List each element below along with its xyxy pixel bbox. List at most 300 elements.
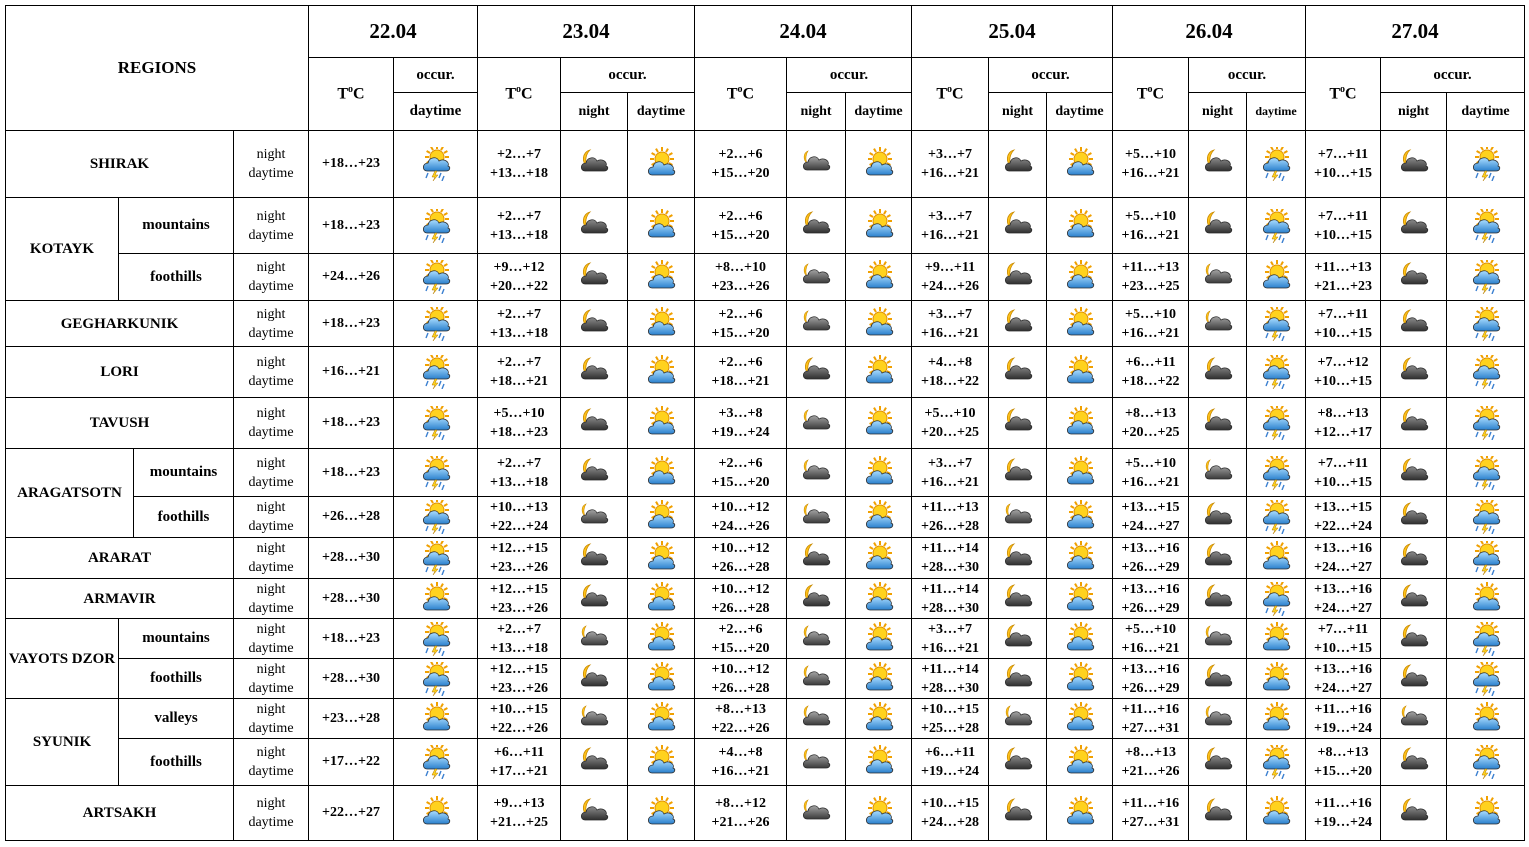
sun-weather-icon [846, 347, 912, 398]
cloud-icon [787, 662, 845, 696]
cloud-icon [1189, 702, 1246, 736]
storm-weather-icon [1447, 398, 1525, 449]
sun-icon [628, 355, 694, 389]
temp-header: $T^oC$ [1113, 58, 1189, 131]
daytime-label: daytime [248, 600, 294, 616]
moon-weather-icon [1381, 497, 1447, 538]
subregion-name [119, 198, 234, 254]
storm-weather-icon [1447, 619, 1525, 659]
table-row [6, 198, 1525, 254]
storm-weather-icon [1247, 198, 1306, 254]
temp-range [912, 786, 989, 841]
temp-daytime [309, 198, 394, 254]
night-temp: +7…+11 [1317, 306, 1369, 322]
cloud-weather-icon [989, 497, 1047, 538]
daytime-label: daytime [248, 720, 294, 736]
temp-range [912, 538, 989, 579]
night-temp: +2…+7 [497, 455, 541, 471]
cloud-icon [1381, 702, 1446, 736]
night-temp: +10…+15 [921, 796, 979, 811]
daytime-temp: +27…+31 [1121, 720, 1180, 736]
period-labels [234, 579, 309, 619]
daytime-temp: +24…+26 [322, 269, 380, 284]
sun-icon [1047, 662, 1112, 696]
temp-range [1113, 254, 1189, 301]
temp-range [478, 739, 561, 786]
temp-range [695, 131, 787, 198]
sun-icon [846, 147, 911, 181]
storm-weather-icon [394, 449, 478, 497]
daytime-temp: +26…+28 [711, 680, 770, 696]
cloud-icon [561, 702, 627, 736]
sun-icon [628, 796, 694, 830]
night-temp: +11…+14 [921, 581, 979, 597]
storm-icon [1447, 622, 1524, 656]
night-header: night [989, 93, 1047, 131]
storm-icon [394, 406, 477, 440]
daytime-temp: +28…+30 [322, 590, 380, 606]
moon-icon [787, 355, 845, 389]
region-name [6, 619, 119, 699]
temp-header: $T^oC$ [1306, 58, 1381, 131]
night-temp: +8…+13 [1125, 745, 1176, 760]
storm-weather-icon [1247, 398, 1306, 449]
region-name [6, 579, 234, 619]
sun-weather-icon [1047, 497, 1113, 538]
temp-daytime [309, 699, 394, 739]
temp-range [912, 198, 989, 254]
temp-daytime [309, 131, 394, 198]
table-row [6, 538, 1525, 579]
storm-icon [394, 745, 477, 779]
temp-range [695, 497, 787, 538]
moon-icon [1189, 541, 1246, 575]
night-label: night [256, 260, 286, 275]
temp-range [695, 739, 787, 786]
moon-weather-icon [1381, 301, 1447, 347]
night-temp: +3…+8 [718, 406, 763, 421]
cloud-weather-icon [787, 497, 846, 538]
moon-weather-icon [561, 449, 628, 497]
daytime-label: daytime [248, 279, 294, 294]
sun-icon [1247, 260, 1305, 294]
night-temp: +13…+16 [1121, 661, 1180, 677]
daytime-label: daytime [248, 227, 294, 243]
night-temp: +6…+11 [493, 745, 545, 760]
daytime-temp: +16…+21 [711, 764, 770, 779]
temp-range [1306, 301, 1381, 347]
moon-icon [1381, 456, 1446, 490]
daytime-temp: +16…+21 [921, 474, 979, 490]
daytime-temp: +28…+30 [322, 670, 380, 686]
daytime-temp: +16…+21 [322, 364, 380, 379]
temp-range [1113, 538, 1189, 579]
cloud-weather-icon [1189, 619, 1247, 659]
table-row [6, 301, 1525, 347]
sun-icon [846, 456, 911, 490]
storm-weather-icon [1447, 254, 1525, 301]
sun-weather-icon [628, 254, 695, 301]
sun-icon [628, 456, 694, 490]
table-row [6, 739, 1525, 786]
daytime-temp: +13…+18 [490, 640, 548, 656]
storm-weather-icon [394, 497, 478, 538]
daytime-temp: +22…+24 [490, 519, 548, 534]
moon-icon [1189, 500, 1246, 534]
sun-weather-icon [1047, 449, 1113, 497]
daytime-temp: +26…+29 [1121, 600, 1180, 616]
period-labels [234, 254, 309, 301]
night-temp: +3…+7 [928, 147, 972, 162]
moon-icon [989, 662, 1046, 696]
moon-icon [561, 209, 627, 243]
storm-icon [1447, 745, 1524, 779]
temp-range [1306, 659, 1381, 699]
moon-icon [1381, 147, 1446, 181]
cloud-weather-icon [561, 619, 628, 659]
daytime-temp: +26…+29 [1121, 680, 1180, 696]
night-temp: +5…+10 [1125, 455, 1176, 471]
sun-weather-icon [846, 739, 912, 786]
daytime-temp: +23…+26 [490, 560, 548, 575]
storm-weather-icon [1447, 497, 1525, 538]
moon-weather-icon [1381, 131, 1447, 198]
sun-icon [1047, 355, 1112, 389]
subregion-name [119, 699, 234, 739]
sun-icon [846, 662, 911, 696]
temp-range [1113, 786, 1189, 841]
period-labels [234, 497, 309, 538]
storm-icon [394, 541, 477, 575]
storm-weather-icon [1247, 347, 1306, 398]
subregion-name [119, 619, 234, 659]
daytime-label: daytime [248, 640, 294, 656]
subregion-label: mountains [142, 630, 210, 646]
moon-icon [1189, 406, 1246, 440]
sun-icon [1047, 622, 1112, 656]
cloud-icon [1189, 307, 1246, 341]
night-temp: +5…+10 [1125, 147, 1176, 162]
temp-range [1113, 198, 1189, 254]
temp-range [478, 449, 561, 497]
daytime-temp: +24…+27 [1314, 680, 1372, 696]
sun-icon [846, 796, 911, 830]
storm-icon [1247, 745, 1305, 779]
moon-weather-icon [1381, 449, 1447, 497]
moon-icon [561, 147, 627, 181]
daytime-label: daytime [248, 325, 294, 341]
sun-weather-icon [1047, 739, 1113, 786]
temp-range [478, 699, 561, 739]
temp-range [1113, 398, 1189, 449]
temp-range [1113, 497, 1189, 538]
region-name [6, 449, 134, 538]
night-temp: +11…+16 [1121, 701, 1180, 717]
sun-weather-icon [628, 579, 695, 619]
daytime-temp: +15…+20 [711, 474, 770, 490]
cloud-icon [787, 702, 845, 736]
moon-icon [1189, 147, 1246, 181]
region-name [6, 538, 234, 579]
daytime-temp: +24…+27 [1121, 519, 1180, 534]
sun-icon [1247, 702, 1305, 736]
temp-daytime [309, 301, 394, 347]
table-row [6, 131, 1525, 198]
storm-weather-icon [394, 398, 478, 449]
moon-icon [561, 796, 627, 830]
temp-range [912, 619, 989, 659]
night-temp: +2…+6 [718, 621, 763, 637]
storm-icon [1247, 147, 1305, 181]
sun-weather-icon [846, 449, 912, 497]
sun-weather-icon [1047, 198, 1113, 254]
sun-weather-icon [846, 579, 912, 619]
forecast-table [5, 5, 1525, 841]
daytime-temp: +15…+20 [711, 227, 770, 243]
subregion-label: foothills [157, 508, 210, 525]
daytime-temp: +21…+26 [711, 815, 770, 830]
storm-icon [394, 355, 477, 389]
moon-weather-icon [561, 739, 628, 786]
storm-icon [1247, 307, 1305, 341]
temp-range [695, 301, 787, 347]
daytime-temp: +23…+26 [711, 279, 770, 294]
sun-icon [628, 307, 694, 341]
sun-weather-icon [1047, 786, 1113, 841]
moon-weather-icon [989, 347, 1047, 398]
temp-range [478, 347, 561, 398]
sun-weather-icon [628, 538, 695, 579]
night-temp: +2…+6 [718, 455, 763, 471]
temp-header: $T^oC$ [695, 58, 787, 131]
night-temp: +9…+11 [924, 260, 976, 275]
night-header: night [1381, 93, 1447, 131]
moon-weather-icon [561, 301, 628, 347]
daytime-temp: +16…+21 [1121, 166, 1180, 181]
cloud-weather-icon [787, 449, 846, 497]
temp-range [1306, 739, 1381, 786]
temp-range [1113, 659, 1189, 699]
night-temp: +11…+14 [921, 661, 979, 677]
night-temp: +2…+7 [497, 306, 541, 322]
sun-weather-icon [1047, 619, 1113, 659]
cloud-icon [989, 500, 1046, 534]
temp-range [695, 579, 787, 619]
temp-range [478, 254, 561, 301]
daytime-header: daytime [1447, 93, 1525, 131]
temp-daytime [309, 254, 394, 301]
sun-weather-icon [1047, 398, 1113, 449]
sun-weather-icon [628, 131, 695, 198]
temp-range [478, 198, 561, 254]
moon-weather-icon [1381, 347, 1447, 398]
daytime-temp: +15…+20 [711, 325, 770, 341]
storm-icon [1447, 456, 1524, 490]
daytime-temp: +26…+29 [1121, 560, 1180, 575]
moon-icon [989, 355, 1046, 389]
daytime-header: daytime [846, 93, 912, 131]
sun-icon [628, 406, 694, 440]
table-row [6, 497, 1525, 538]
daytime-temp: +10…+15 [1314, 166, 1372, 181]
moon-icon [561, 355, 627, 389]
moon-weather-icon [989, 301, 1047, 347]
temp-header: $T^oC$ [478, 58, 561, 131]
temp-daytime [309, 398, 394, 449]
night-temp: +13…+16 [1314, 541, 1372, 556]
night-temp: +13…+16 [1121, 581, 1180, 597]
night-label: night [256, 208, 286, 224]
moon-icon [1189, 355, 1246, 389]
sun-icon [1447, 582, 1524, 616]
cloud-icon [787, 500, 845, 534]
storm-weather-icon [1447, 131, 1525, 198]
temp-range [1306, 398, 1381, 449]
sun-icon [628, 209, 694, 243]
sun-icon [1047, 702, 1112, 736]
storm-weather-icon [1247, 497, 1306, 538]
sun-icon [1047, 541, 1112, 575]
cloud-weather-icon [1381, 699, 1447, 739]
daytime-temp: +28…+30 [921, 680, 979, 696]
moon-icon [989, 209, 1046, 243]
period-labels [234, 131, 309, 198]
daytime-label: daytime [248, 374, 294, 389]
daytime-label: daytime [248, 519, 294, 534]
moon-weather-icon [561, 579, 628, 619]
daytime-temp: +24…+26 [711, 519, 770, 534]
region-name [6, 699, 119, 786]
daytime-temp: +16…+21 [921, 166, 979, 181]
period-labels [234, 398, 309, 449]
daytime-temp: +23…+28 [322, 710, 380, 726]
night-temp: +5…+10 [1125, 208, 1176, 224]
sun-icon [1247, 662, 1305, 696]
subregion-name [134, 497, 234, 538]
sun-weather-icon [1447, 579, 1525, 619]
temp-range [1306, 449, 1381, 497]
storm-weather-icon [1247, 131, 1306, 198]
sun-weather-icon [846, 131, 912, 198]
temp-range [695, 699, 787, 739]
temp-range [912, 699, 989, 739]
storm-weather-icon [1447, 198, 1525, 254]
night-label: night [256, 661, 286, 677]
night-label: night [256, 306, 286, 322]
temp-range [912, 254, 989, 301]
daytime-temp: +28…+30 [921, 560, 979, 575]
period-labels [234, 739, 309, 786]
sun-weather-icon [1047, 347, 1113, 398]
sun-icon [846, 260, 911, 294]
sun-weather-icon [394, 579, 478, 619]
daytime-temp: +12…+17 [1314, 425, 1372, 440]
daytime-temp: +10…+15 [1314, 374, 1372, 389]
night-header: night [561, 93, 628, 131]
night-temp: +10…+12 [711, 541, 770, 556]
storm-weather-icon [1447, 301, 1525, 347]
occur-header: occur. [1189, 58, 1306, 93]
daytime-temp: +22…+24 [1314, 519, 1372, 534]
moon-weather-icon [1381, 786, 1447, 841]
sun-weather-icon [1047, 659, 1113, 699]
temp-range [478, 301, 561, 347]
storm-icon [1247, 355, 1305, 389]
night-temp: +10…+13 [490, 500, 548, 515]
storm-weather-icon [394, 347, 478, 398]
daytime-temp: +13…+18 [490, 474, 548, 490]
moon-icon [989, 406, 1046, 440]
daytime-temp: +17…+21 [490, 764, 548, 779]
temp-range [478, 786, 561, 841]
moon-icon [1189, 582, 1246, 616]
night-header: night [787, 93, 846, 131]
storm-weather-icon [394, 301, 478, 347]
region-name [6, 347, 234, 398]
night-label: night [256, 455, 286, 471]
temp-range [912, 739, 989, 786]
daytime-temp: +19…+24 [1314, 815, 1372, 830]
temp-range [1306, 254, 1381, 301]
night-label: night [256, 796, 286, 811]
daytime-temp: +15…+20 [711, 640, 770, 656]
subregion-label: foothills [150, 670, 202, 686]
daytime-temp: +10…+15 [1314, 640, 1372, 656]
daytime-temp: +28…+30 [322, 550, 380, 565]
moon-icon [1381, 260, 1446, 294]
daytime-temp: +18…+23 [322, 315, 380, 331]
storm-icon [1447, 500, 1524, 534]
night-temp: +2…+6 [718, 306, 763, 322]
daytime-temp: +20…+25 [921, 425, 979, 440]
night-temp: +13…+15 [1121, 500, 1180, 515]
sun-weather-icon [1247, 254, 1306, 301]
moon-icon [989, 582, 1046, 616]
daytime-temp: +19…+24 [1314, 720, 1372, 736]
daytime-temp: +22…+26 [490, 720, 548, 736]
daytime-temp: +16…+21 [1121, 640, 1180, 656]
cloud-icon [787, 796, 845, 830]
temp-range [695, 449, 787, 497]
moon-weather-icon [561, 198, 628, 254]
moon-weather-icon [1381, 538, 1447, 579]
cloud-weather-icon [787, 398, 846, 449]
night-label: night [256, 745, 286, 760]
temp-daytime [309, 659, 394, 699]
sun-icon [628, 582, 694, 616]
temp-range [912, 131, 989, 198]
moon-icon [787, 209, 845, 243]
moon-icon [989, 147, 1046, 181]
night-temp: +13…+16 [1314, 581, 1372, 597]
cloud-weather-icon [1189, 254, 1247, 301]
moon-icon [787, 541, 845, 575]
cloud-icon [1189, 456, 1246, 490]
temp-daytime [309, 786, 394, 841]
cloud-icon [1189, 260, 1246, 294]
night-temp: +13…+16 [1314, 661, 1372, 677]
table-row [6, 398, 1525, 449]
storm-weather-icon [1447, 538, 1525, 579]
daytime-temp: +18…+21 [490, 374, 548, 389]
moon-weather-icon [787, 579, 846, 619]
subregion-label: foothills [150, 753, 202, 770]
temp-header: $T^oC$ [309, 58, 394, 131]
moon-icon [1381, 307, 1446, 341]
sun-weather-icon [846, 659, 912, 699]
moon-weather-icon [1381, 579, 1447, 619]
sun-icon [846, 355, 911, 389]
